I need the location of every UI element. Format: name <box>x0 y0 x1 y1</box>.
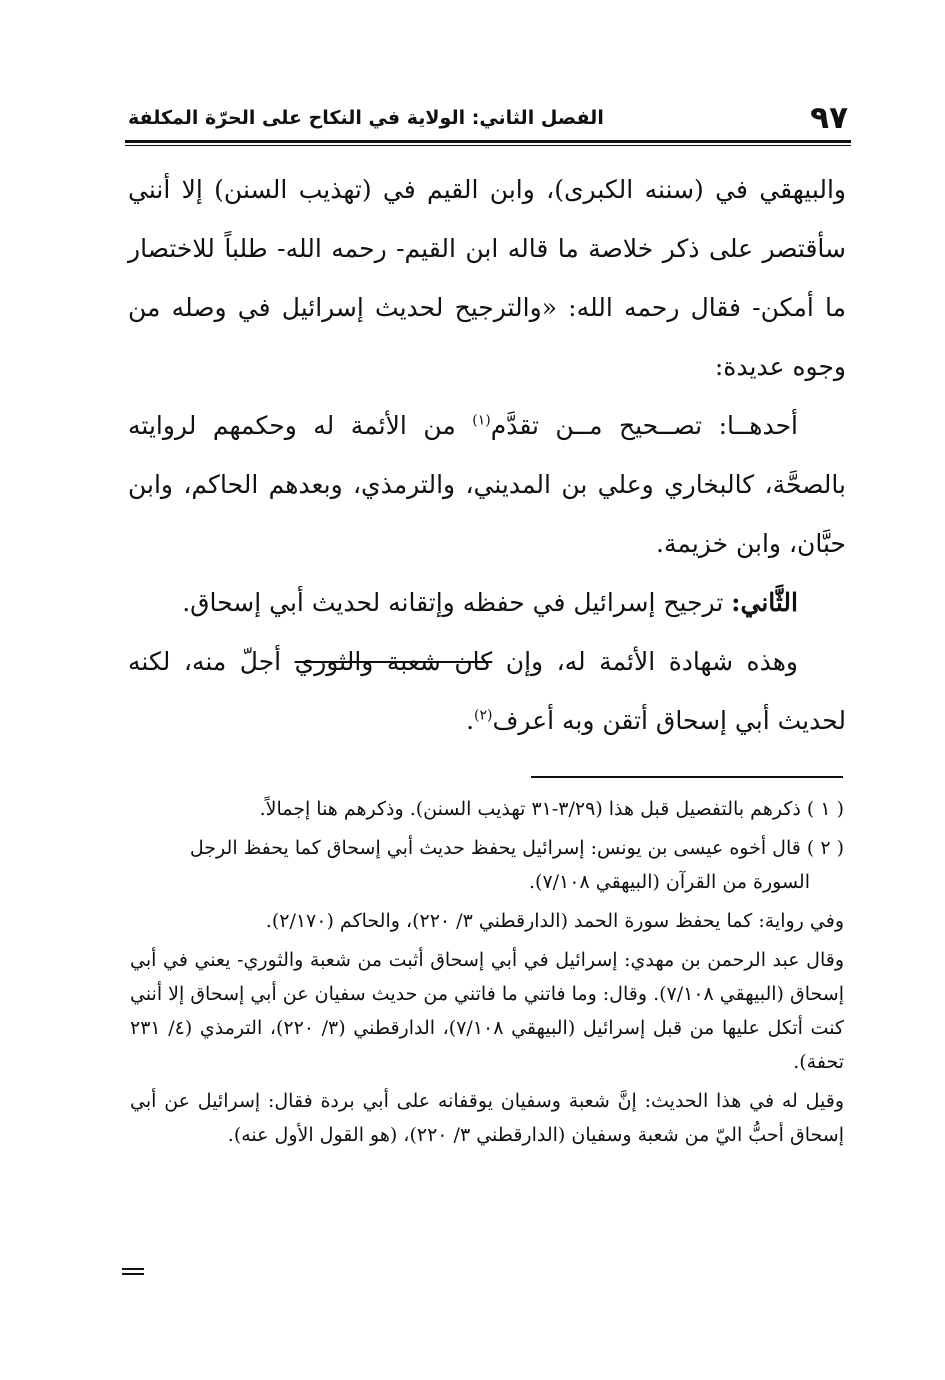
footnote-1: ( ١ ) ذكرهم بالتفصيل قبل هذا (٣/٢٩-٣١ تهذيب السنن). وذكرهم هنا إجمالاً. <box>259 798 844 820</box>
paragraph-3-text: ترجيح إسرائيل في حفظه وإتقانه لحديث أبي إسحاق. <box>182 588 732 617</box>
paragraph-2 <box>128 396 846 573</box>
header-rule-thin <box>125 145 851 146</box>
footnote-4 <box>130 943 844 1079</box>
footnote-5-line-1: وقيل له في هذا الحديث: إنَّ شعبة وسفيان يوقفانه على أبي بردة فقال: إسرائيل عن أبي <box>130 1090 844 1112</box>
struck-text: كان شعبة والثوري <box>294 647 493 676</box>
running-header <box>128 98 848 138</box>
page-number: ٩٧ <box>810 100 848 136</box>
paragraph-4-start: وهذه شهادة الأئمة له، وإن <box>492 647 798 676</box>
main-text <box>128 160 846 750</box>
footnote-2-line-1: ( ٢ ) قال أخوه عيسى بن يونس: إسرائيل يحفظ حديث أبي إسحاق كما يحفظ الرجل <box>189 837 844 859</box>
header-rule <box>125 140 851 143</box>
footnote-separator <box>531 776 843 778</box>
paragraph-1-text: والبيهقي في (سننه الكبرى)، وابن القيم في (تهذيب السنن) إلا أنني سأقتصر على ذكر خلاصة ما قاله ابن القيم- رحمه الله- طلباً للاختصار ما أمكن- فقال رحمه الله: «والترجيح لحديث إسرائيل في وصله من وجوه عديدة: <box>128 175 846 381</box>
footnote-4-line-1: وقال عبد الرحمن بن مهدي: إسرائيل في أبي إسحاق أثبت من شعبة والثوري- يعني في <box>162 949 844 971</box>
footnote-5 <box>130 1084 844 1152</box>
paragraph-3 <box>128 573 846 632</box>
paragraph-4-rest: أجلّ منه، لكنه لحديث أبي إسحاق أتقن وبه أعرف <box>128 647 846 735</box>
continuation-mark <box>122 1268 144 1278</box>
footnote-2 <box>130 831 844 899</box>
paragraph-2-start: أحدهــا: تصــحيح مــن تقدَّم <box>490 411 798 440</box>
point-label: الثَّاني: <box>731 588 798 617</box>
footnote-2-line-2: السورة من القرآن (البيهقي ٧/١٠٨). <box>529 871 810 893</box>
paragraph-4-end: . <box>466 706 475 735</box>
footnote-ref-2: (٢) <box>474 707 493 724</box>
paragraph-2-rest: من الأئمة له وحكمهم لروايته بالصحَّة، كالبخاري وعلي بن المديني، والترمذي، وبعدهم الحاكم، وابن حبَّان، وابن خزيمة. <box>128 411 846 558</box>
footnote-3: وفي رواية: كما يحفظ سورة الحمد (الدارقطني ٣/ ٢٢٠)، والحاكم (٢/١٧٠). <box>265 910 844 932</box>
footnote-4-rest: أبي إسحاق (البيهقي ٧/١٠٨). وقال: وما فاتني ما فاتني من حديث سفيان عن أبي إسحاق إلا أنني كنت أتكل عليها من قبل إسرائيل (البيهقي ٧/١٠٨)، الدارقطني (٣/ ٢٢٠)، الترمذي (٤/ ٢٣١ تحفة). <box>129 949 844 1073</box>
footnotes <box>130 792 844 1157</box>
paragraph-4 <box>128 632 846 750</box>
paragraph-1 <box>128 160 846 396</box>
chapter-title: الفصل الثاني: الولاية في النكاح على الحرّة المكلفة <box>128 107 604 129</box>
footnote-5-line-2: إسحاق أحبُّ اليّ من شعبة وسفيان (الدارقطني ٣/ ٢٢٠)، (هو القول الأول عنه). <box>227 1124 844 1146</box>
footnote-ref-1: (١) <box>472 412 491 429</box>
